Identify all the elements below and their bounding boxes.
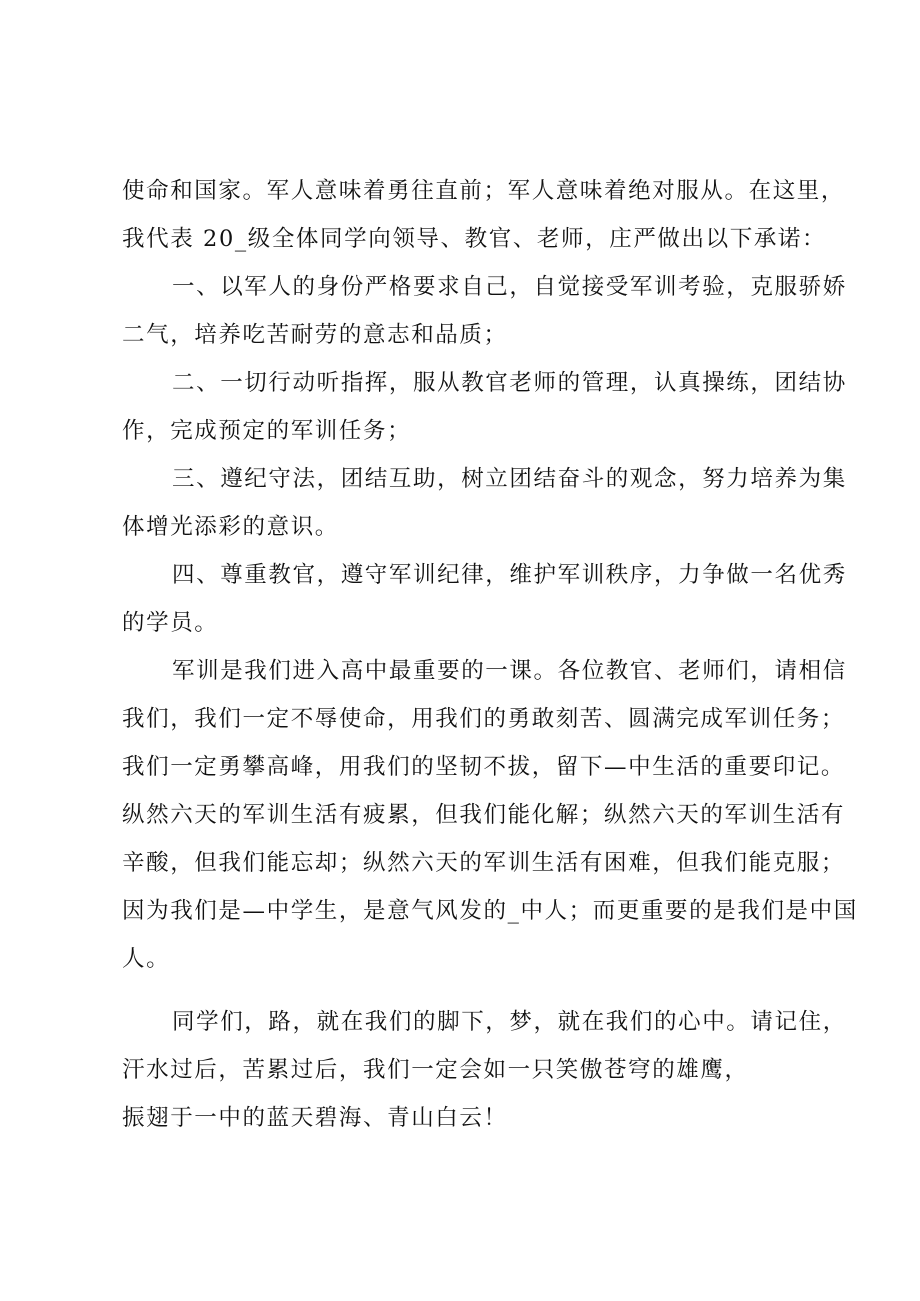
text-line: 同学们，路，就在我们的脚下，梦，就在我们的心中。请记住， xyxy=(172,1009,847,1035)
text-line: 纵然六天的军训生活有疲累，但我们能化解；纵然六天的军训生活有 xyxy=(122,802,846,828)
text-line: 二、一切行动听指挥，服从教官老师的管理，认真操练，团结协 xyxy=(172,370,847,396)
text-line: 辛酸，但我们能忘却；纵然六天的军训生活有困难，但我们能克服； xyxy=(122,850,846,876)
text-line: 汗水过后，苦累过后，我们一定会如一只笑傲苍穹的雄鹰， xyxy=(122,1057,749,1083)
text-line: 四、尊重教官，遵守军训纪律，维护军训秩序，力争做一名优秀 xyxy=(172,562,847,588)
text-line: 我代表 20_级全体同学向领导、教官、老师，庄严做出以下承诺： xyxy=(122,226,827,252)
text-line: 振翅于一中的蓝天碧海、青山白云！ xyxy=(122,1105,508,1131)
text-line: 我们一定勇攀高峰，用我们的坚韧不拔，留下—中生活的重要印记。 xyxy=(122,754,846,780)
text-line: 我们，我们一定不辱使命，用我们的勇敢刻苦、圆满完成军训任务； xyxy=(122,706,846,732)
text-line: 使命和国家。军人意味着勇往直前；军人意味着绝对服从。在这里， xyxy=(122,178,846,204)
text-line: 体增光添彩的意识。 xyxy=(122,514,339,540)
text-line: 二气，培养吃苦耐劳的意志和品质； xyxy=(122,322,508,348)
text-line: 的学员。 xyxy=(122,610,219,636)
text-line: 人。 xyxy=(122,946,171,972)
text-line: 一、以军人的身份严格要求自己，自觉接受军训考验，克服骄娇 xyxy=(172,274,847,300)
text-line: 三、遵纪守法，团结互助，树立团结奋斗的观念，努力培养为集 xyxy=(172,466,847,492)
text-line: 军训是我们进入高中最重要的一课。各位教官、老师们，请相信 xyxy=(172,658,847,684)
text-line: 因为我们是—中学生，是意气风发的_中人；而更重要的是我们是中国 xyxy=(122,898,858,924)
text-line: 作，完成预定的军训任务； xyxy=(122,418,412,444)
